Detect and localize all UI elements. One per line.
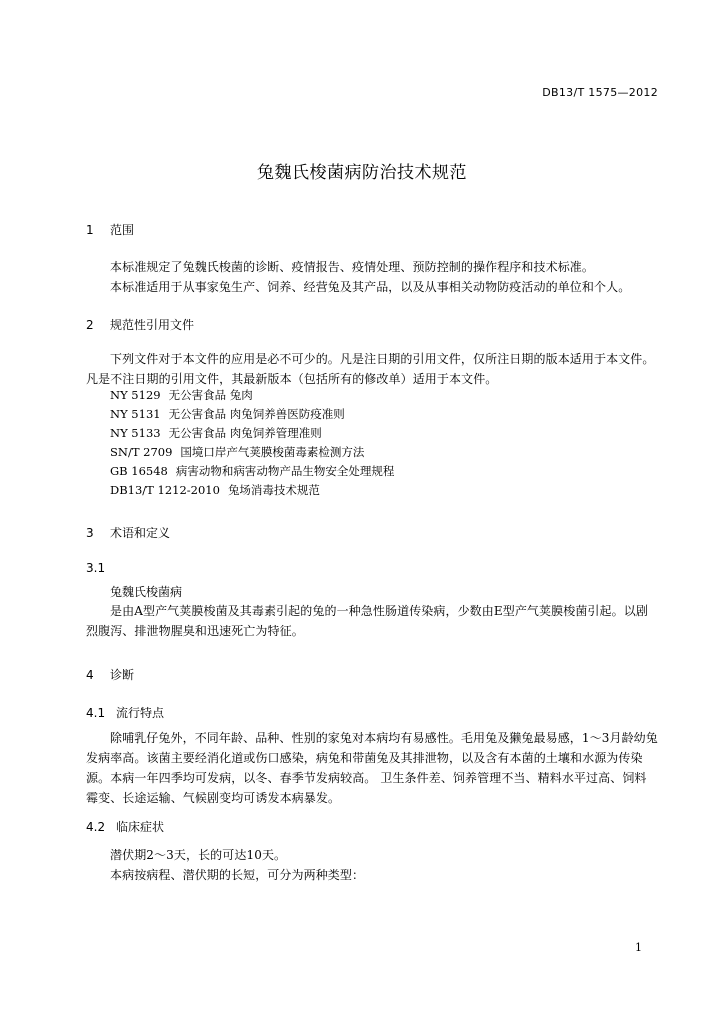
reference-title: 无公害食品 兔肉 <box>168 388 253 402</box>
section-title: 术语和定义 <box>110 526 171 540</box>
subsection-4-1-heading <box>86 704 164 721</box>
section-4-heading <box>86 666 134 683</box>
reference-item <box>110 462 394 481</box>
reference-item <box>110 405 394 424</box>
reference-item <box>110 481 394 500</box>
page-number: 1 <box>635 941 642 954</box>
reference-code: SN/T 2709 <box>110 445 173 459</box>
reference-code: NY 5133 <box>110 426 161 440</box>
epidemiology-paragraph: 除哺乳仔兔外，不同年龄、品种、性别的家兔对本病均有易感性。毛用兔及獭兔最易感，1～3月龄幼兔发病率高。该菌主要经消化道或伤口感染，病兔和带菌兔及其排泄物，以及含有本菌的土壤和水源为传染源。本病一年四季均可发病，以冬、春季节发病较高。 卫生条件差、饲养管理不当、精料水平过高、饲料霉变、长途运输、气候剧变均可诱发本病暴发。 <box>86 731 658 805</box>
reference-title: 无公害食品 肉兔饲养管理准则 <box>168 426 322 440</box>
section-number: 4 <box>86 668 94 682</box>
reference-item <box>110 443 394 462</box>
subsection-4-2-heading <box>86 818 164 835</box>
reference-code: NY 5131 <box>110 407 161 421</box>
section-2-heading <box>86 316 194 333</box>
reference-title: 无公害食品 肉兔饲养兽医防疫准则 <box>168 407 345 421</box>
reference-list <box>110 386 394 500</box>
section-title: 规范性引用文件 <box>110 318 195 332</box>
document-title: 兔魏氏梭菌病防治技术规范 <box>257 163 467 183</box>
subsection-number: 4.1 <box>86 706 106 720</box>
section-number: 3 <box>86 526 94 540</box>
reference-title: 国境口岸产气荚膜梭菌毒素检测方法 <box>180 445 365 459</box>
reference-title: 兔场消毒技术规范 <box>227 483 320 497</box>
section-title: 范围 <box>110 223 135 237</box>
term-definition: 是由A型产气荚膜梭菌及其毒素引起的兔的一种急性肠道传染病，少数由E型产气荚膜梭菌引起。以剧烈腹泻、排泄物腥臭和迅速死亡为特征。 <box>86 604 648 638</box>
document-code: DB13/T 1575—2012 <box>542 86 658 99</box>
section-number: 2 <box>86 318 94 332</box>
section-3-heading <box>86 524 170 541</box>
section-1-heading <box>86 221 134 238</box>
reference-item <box>110 386 394 405</box>
scope-paragraph-2: 本标准适用于从事家兔生产、饲养、经营兔及其产品，以及从事相关动物防疫活动的单位和个人。 <box>110 280 631 294</box>
reference-title: 病害动物和病害动物产品生物安全处理规程 <box>175 464 395 478</box>
subsection-3-1-number: 3.1 <box>86 561 106 575</box>
subsection-number: 4.2 <box>86 820 106 834</box>
clinical-symptoms-line-1: 潜伏期2～3天，长的可达10天。 <box>110 848 287 862</box>
reference-code: DB13/T 1212-2010 <box>110 483 220 497</box>
reference-item <box>110 424 394 443</box>
scope-paragraph-1: 本标准规定了兔魏氏梭菌的诊断、疫情报告、疫情处理、预防控制的操作程序和技术标准。 <box>110 260 595 274</box>
clinical-symptoms-line-2: 本病按病程、潜伏期的长短，可分为两种类型： <box>110 868 365 882</box>
subsection-title: 流行特点 <box>116 706 165 720</box>
section-number: 1 <box>86 223 94 237</box>
term-name: 兔魏氏梭菌病 <box>110 585 183 599</box>
section-title: 诊断 <box>110 668 135 682</box>
reference-code: NY 5129 <box>110 388 161 402</box>
normative-references-intro: 下列文件对于本文件的应用是必不可少的。凡是注日期的引用文件，仅所注日期的版本适用于本文件。凡是不注日期的引用文件，其最新版本（包括所有的修改单）适用于本文件。 <box>86 352 655 386</box>
subsection-title: 临床症状 <box>116 820 165 834</box>
reference-code: GB 16548 <box>110 464 168 478</box>
